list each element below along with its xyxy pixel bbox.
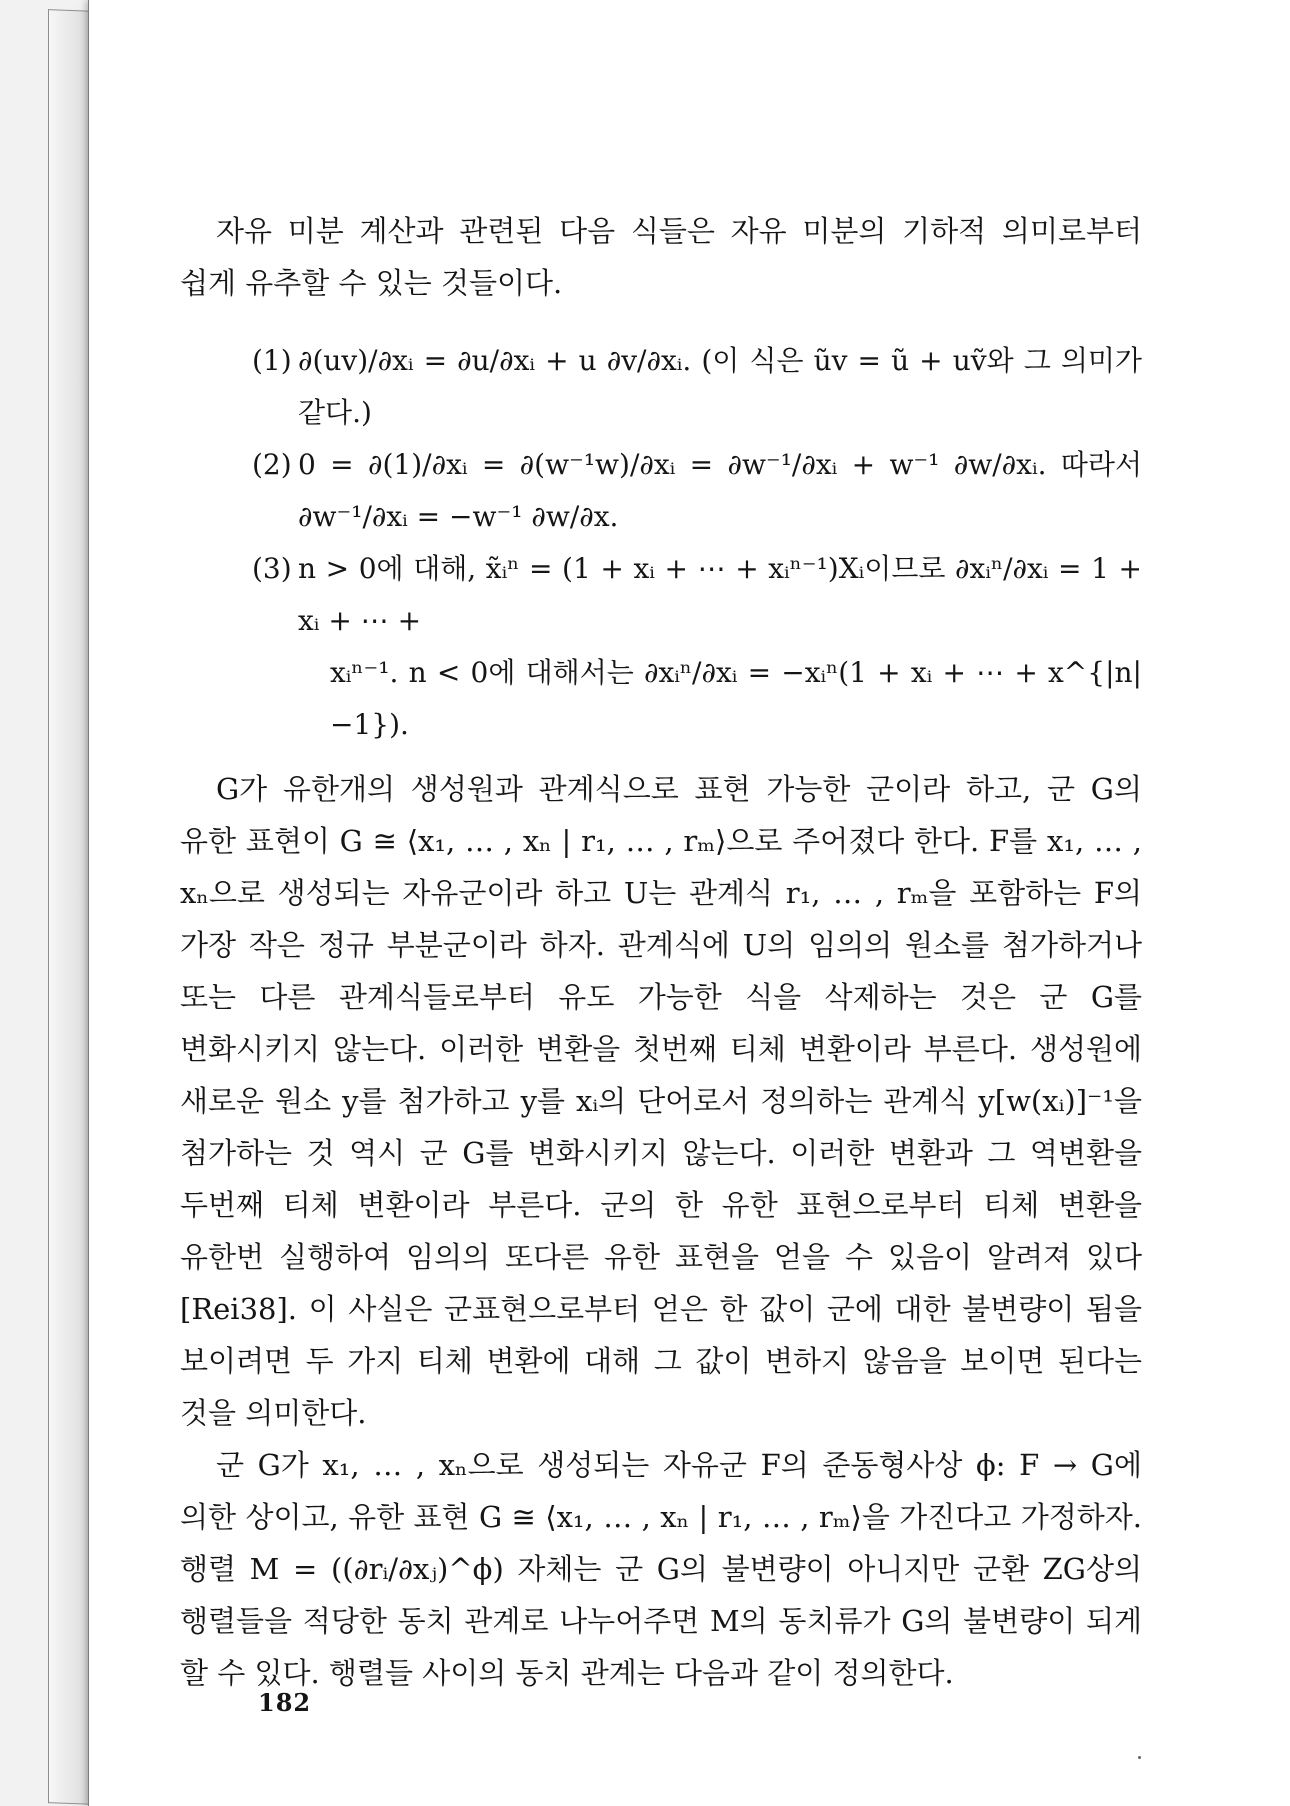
equation-text: 0 = ∂(1)/∂xᵢ = ∂(w⁻¹w)/∂xᵢ = ∂w⁻¹/∂xᵢ + w⁻¹ ∂w/∂xᵢ. 따라서 ∂w⁻¹/∂xᵢ = −w⁻¹ ∂w/∂x.	[298, 448, 1142, 533]
equation-text: xᵢⁿ⁻¹. n < 0에 대해서는 ∂xᵢⁿ/∂xᵢ = −xᵢⁿ(1 + xᵢ + ⋯ + x^{|n|−1}).	[330, 656, 1142, 741]
paragraph-matrix: 군 G가 x₁, … , xₙ으로 생성되는 자유군 F의 준동형사상 ϕ: F → G에 의한 상이고, 유한 표현 G ≅ ⟨x₁, … , xₙ | r₁, … , rₘ⟩을 가진다고 가정하자. 행렬 M = ((∂rᵢ/∂xⱼ)^ϕ) 자체는 군 G의 불변량이 아니지만 군환 ZG상의 행렬들을 적당한 동치 관계로 나누어주면 M의 동치류가 G의 불변량이 되게 할 수 있다. 행렬들 사이의 동치 관계는 다음과 같이 정의한다.	[180, 1448, 1142, 1690]
equation-2	[180, 439, 1142, 543]
equation-3-continuation	[180, 647, 1142, 751]
equation-1	[180, 335, 1142, 439]
page-content	[180, 205, 1142, 1699]
scan-speck	[1138, 1756, 1141, 1759]
page-number: 182	[258, 1688, 312, 1717]
equation-3	[180, 543, 1142, 647]
equation-text: n > 0에 대해, x̃ᵢⁿ = (1 + xᵢ + ⋯ + xᵢⁿ⁻¹)Xᵢ이므로 ∂xᵢⁿ/∂xᵢ = 1 + xᵢ + ⋯ +	[298, 552, 1142, 637]
equation-number: (3)	[252, 552, 292, 585]
paragraph-intro: 자유 미분 계산과 관련된 다음 식들은 자유 미분의 기하적 의미로부터 쉽게 유추할 수 있는 것들이다.	[180, 214, 1142, 300]
paragraph-tietze: G가 유한개의 생성원과 관계식으로 표현 가능한 군이라 하고, 군 G의 유한 표현이 G ≅ ⟨x₁, … , xₙ | r₁, … , rₘ⟩으로 주어졌다 한다. F를 x₁, … , xₙ으로 생성되는 자유군이라 하고 U는 관계식 r₁, … , rₘ을 포함하는 F의 가장 작은 정규 부분군이라 하자. 관계식에 U의 임의의 원소를 첨가하거나 또는 다른 관계식들로부터 유도 가능한 식을 삭제하는 것은 군 G를 변화시키지 않는다. 이러한 변환을 첫번째 티체 변환이라 부른다. 생성원에 새로운 원소 y를 첨가하고 y를 xᵢ의 단어로서 정의하는 관계식 y[w(xᵢ)]⁻¹을 첨가하는 것 역시 군 G를 변화시키지 않는다. 이러한 변환과 그 역변환을 두번째 티체 변환이라 부른다. 군의 한 유한 표현으로부터 티체 변환을 유한번 실행하여 임의의 또다른 유한 표현을 얻을 수 있음이 알려져 있다[Rei38]. 이 사실은 군표현으로부터 얻은 한 값이 군에 대한 불변량이 됨을 보이려면 두 가지 티체 변환에 대해 그 값이 변하지 않음을 보이면 된다는 것을 의미한다.	[180, 772, 1142, 1430]
equation-text: ∂(uv)/∂xᵢ = ∂u/∂xᵢ + u ∂v/∂xᵢ. (이 식은 ũv = ũ + uṽ와 그 의미가 같다.)	[298, 344, 1142, 429]
equation-list	[180, 335, 1142, 751]
equation-number: (2)	[252, 448, 292, 481]
equation-number: (1)	[252, 344, 292, 377]
